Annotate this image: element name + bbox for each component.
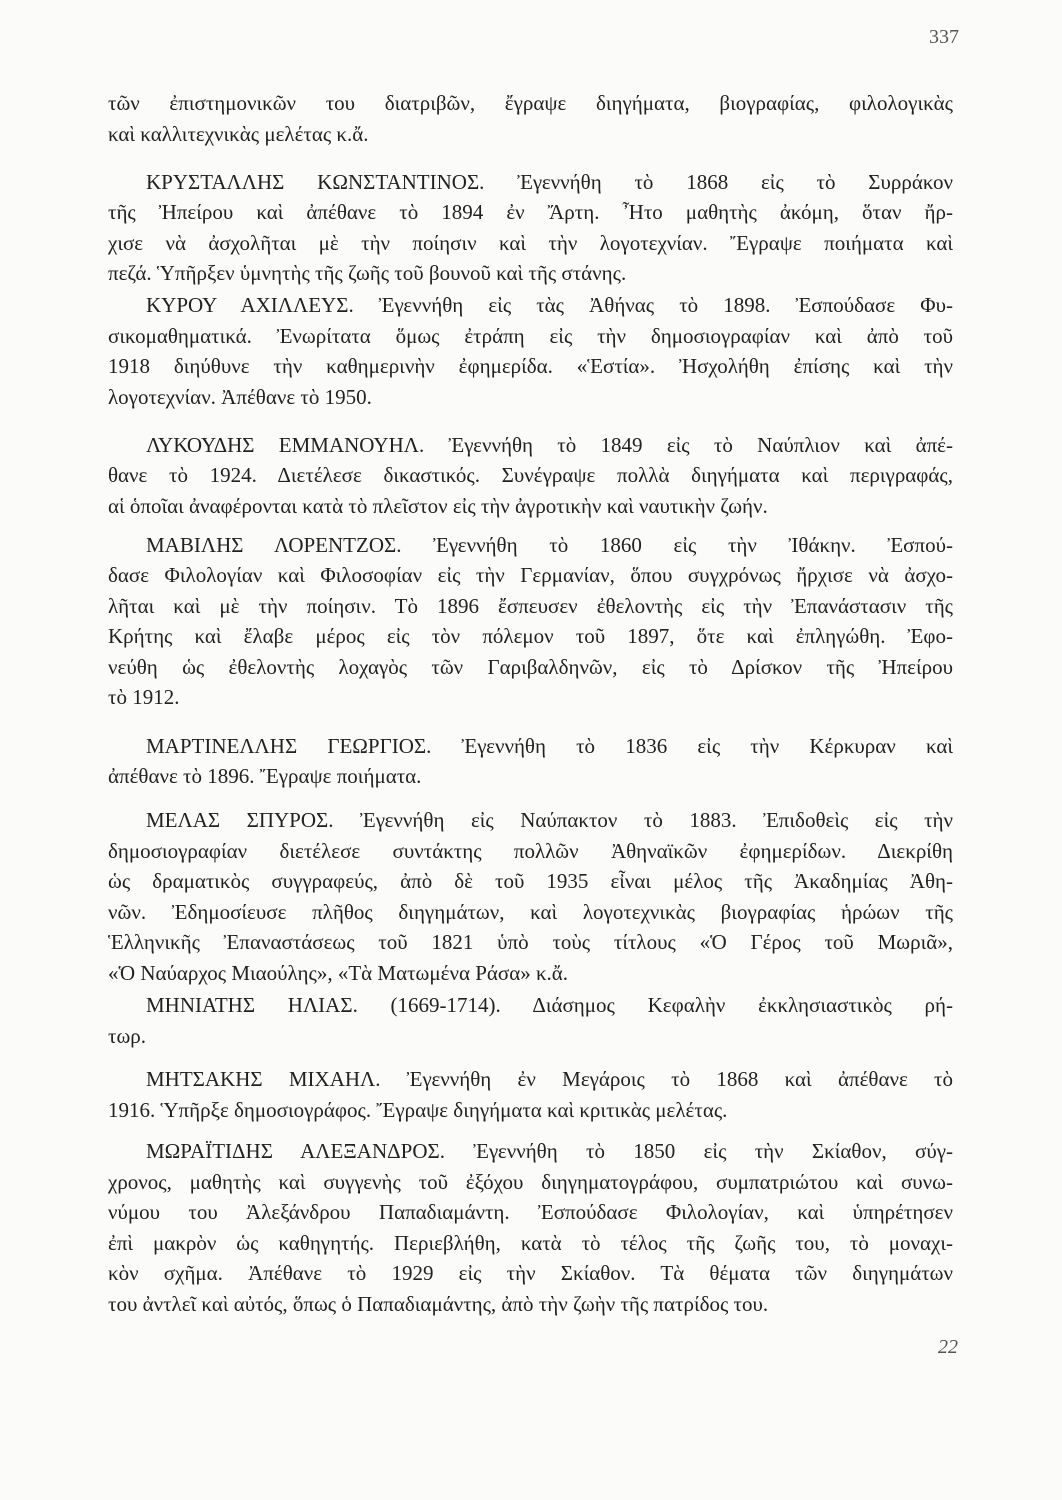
text-line: ΜΑΡΤΙΝΕΛΛΗΣ ΓΕΩΡΓΙΟΣ. Ἐγεννήθη τὸ 1836 εἰς τὴν Κέρκυραν καὶ [146, 734, 953, 758]
text-line: τῶν ἐπιστημονικῶν του διατριβῶν, ἔγραψε διηγήματα, βιογραφίας, φιλολογικὰς [108, 91, 953, 115]
text-line: ΜΗΤΣΑΚΗΣ ΜΙΧΑΗΛ. Ἐγεννήθη ἐν Μεγάροις τὸ 1868 καὶ ἀπέθανε τὸ [146, 1067, 953, 1091]
text-line: «Ὁ Ναύαρχος Μιαούλης», «Τὰ Ματωμένα Ράσα» κ.ἄ. [108, 961, 569, 985]
text-line: Ἑλληνικῆς Ἐπαναστάσεως τοῦ 1821 ὑπὸ τοὺς τίτλους «Ὁ Γέρος τοῦ Μωριᾶ», [108, 930, 953, 954]
text-line: νῶν. Ἐδημοσίευσε πλῆθος διηγημάτων, καὶ λογοτεχνικὰς βιογραφίας ἡρώων τῆς [108, 900, 953, 924]
text-line: δημοσιογραφίαν διετέλεσε συντάκτης πολλῶν Ἀθηναϊκῶν ἐφημερίδων. Διεκρίθη [108, 839, 953, 863]
text-line: σικομαθηματικά. Ἐνωρίτατα ὅμως ἐτράπη εἰς τὴν δημοσιογραφίαν καὶ ἀπὸ τοῦ [108, 324, 953, 348]
text-line: λῆται καὶ μὲ τὴν ποίησιν. Τὸ 1896 ἔσπευσεν ἐθελοντὴς εἰς τὴν Ἐπανάστασιν τῆς [108, 594, 953, 618]
page-number-top: 337 [929, 26, 959, 48]
text-line: αἱ ὁποῖαι ἀναφέρονται κατὰ τὸ πλεῖστον εἰς τὴν ἀγροτικὴν καὶ ναυτικὴν ζωήν. [108, 494, 768, 518]
text-line: τῆς Ἠπείρου καὶ ἀπέθανε τὸ 1894 ἐν Ἄρτη. Ἦτο μαθητὴς ἀκόμη, ὅταν ἤρ- [108, 200, 953, 224]
text-line: ΛΥΚΟΥΔΗΣ ΕΜΜΑΝΟΥΗΛ. Ἐγεννήθη τὸ 1849 εἰς τὸ Ναύπλιον καὶ ἀπέ- [146, 433, 953, 457]
text-line: ΜΕΛΑΣ ΣΠΥΡΟΣ. Ἐγεννήθη εἰς Ναύπακτον τὸ 1883. Ἐπιδοθεὶς εἰς τὴν [146, 808, 953, 832]
text-line: ΜΗΝΙΑΤΗΣ ΗΛΙΑΣ. (1669-1714). Διάσημος Κεφαλὴν ἐκκλησιαστικὸς ρή- [146, 993, 953, 1017]
text-line: του ἀντλεῖ καὶ αὐτός, ὅπως ὁ Παπαδιαμάντης, ἀπὸ τὴν ζωὴν τῆς πατρίδος του. [108, 1292, 769, 1316]
text-line: Κρήτης καὶ ἔλαβε μέρος εἰς τὸν πόλεμον τοῦ 1897, ὅτε καὶ ἐπληγώθη. Ἐφο- [108, 624, 953, 648]
text-line: ἀπέθανε τὸ 1896. Ἔγραψε ποιήματα. [108, 764, 422, 788]
text-line: δασε Φιλολογίαν καὶ Φιλοσοφίαν εἰς τὴν Γερμανίαν, ὅπου συγχρόνως ἤρχισε νὰ ἀσχο- [108, 563, 953, 587]
text-line: πεζά. Ὑπῆρξεν ὑμνητὴς τῆς ζωῆς τοῦ βουνοῦ καὶ τῆς στάνης. [108, 261, 627, 285]
text-line: τὸ 1912. [108, 685, 180, 709]
text-line: 1916. Ὑπῆρξε δημοσιογράφος. Ἔγραψε διηγήματα καὶ κριτικὰς μελέτας. [108, 1098, 728, 1122]
text-line: τωρ. [108, 1024, 146, 1048]
page-number-bottom: 22 [938, 1336, 958, 1358]
text-line: ἐπὶ μακρὸν ὡς καθηγητής. Περιεβλήθη, κατὰ τὸ τέλος τῆς ζωῆς του, τὸ μοναχι- [108, 1231, 953, 1255]
text-line: λογοτεχνίαν. Ἀπέθανε τὸ 1950. [108, 385, 372, 409]
text-line: ΚΥΡΟΥ ΑΧΙΛΛΕΥΣ. Ἐγεννήθη εἰς τὰς Ἀθήνας τὸ 1898. Ἐσπούδασε Φυ- [146, 293, 953, 317]
text-line: νεύθη ὡς ἐθελοντὴς λοχαγὸς τῶν Γαριβαλδηνῶν, εἰς τὸ Δρίσκον τῆς Ἠπείρου [108, 655, 953, 679]
text-line: 1918 διηύθυνε τὴν καθημερινὴν ἐφημερίδα. «Ἑστία». Ἠσχολήθη ἐπίσης καὶ τὴν [108, 354, 953, 378]
text-line: κὸν σχῆμα. Ἀπέθανε τὸ 1929 εἰς τὴν Σκίαθον. Τὰ θέματα τῶν διηγημάτων [108, 1261, 953, 1285]
text-line: καὶ καλλιτεχνικὰς μελέτας κ.ἄ. [108, 122, 369, 146]
text-line: ΜΑΒΙΛΗΣ ΛΟΡΕΝΤΖΟΣ. Ἐγεννήθη τὸ 1860 εἰς τὴν Ἰθάκην. Ἐσπού- [146, 533, 953, 557]
text-line: νύμου του Ἀλεξάνδρου Παπαδιαμάντη. Ἐσπούδασε Φιλολογίαν, καὶ ὑπηρέτησεν [108, 1200, 953, 1224]
text-line: ΚΡΥΣΤΑΛΛΗΣ ΚΩΝΣΤΑΝΤΙΝΟΣ. Ἐγεννήθη τὸ 1868 εἰς τὸ Συρράκον [146, 170, 953, 194]
text-line: ὡς δραματικὸς συγγραφεύς, ἀπὸ δὲ τοῦ 1935 εἶναι μέλος τῆς Ἀκαδημίας Ἀθη- [108, 869, 953, 893]
text-line: θανε τὸ 1924. Διετέλεσε δικαστικός. Συνέγραψε πολλὰ διηγήματα καὶ περιγραφάς, [108, 463, 953, 487]
text-line: χισε νὰ ἀσχολῆται μὲ τὴν ποίησιν καὶ τὴν λογοτεχνίαν. Ἔγραψε ποιήματα καὶ [108, 231, 953, 255]
text-line: χρονος, μαθητὴς καὶ συγγενὴς τοῦ ἐξόχου διηγηματογράφου, συμπατριώτου καὶ συνω- [108, 1170, 953, 1194]
text-line: ΜΩΡΑΪΤΙΔΗΣ ΑΛΕΞΑΝΔΡΟΣ. Ἐγεννήθη τὸ 1850 εἰς τὴν Σκίαθον, σύγ- [146, 1139, 953, 1163]
